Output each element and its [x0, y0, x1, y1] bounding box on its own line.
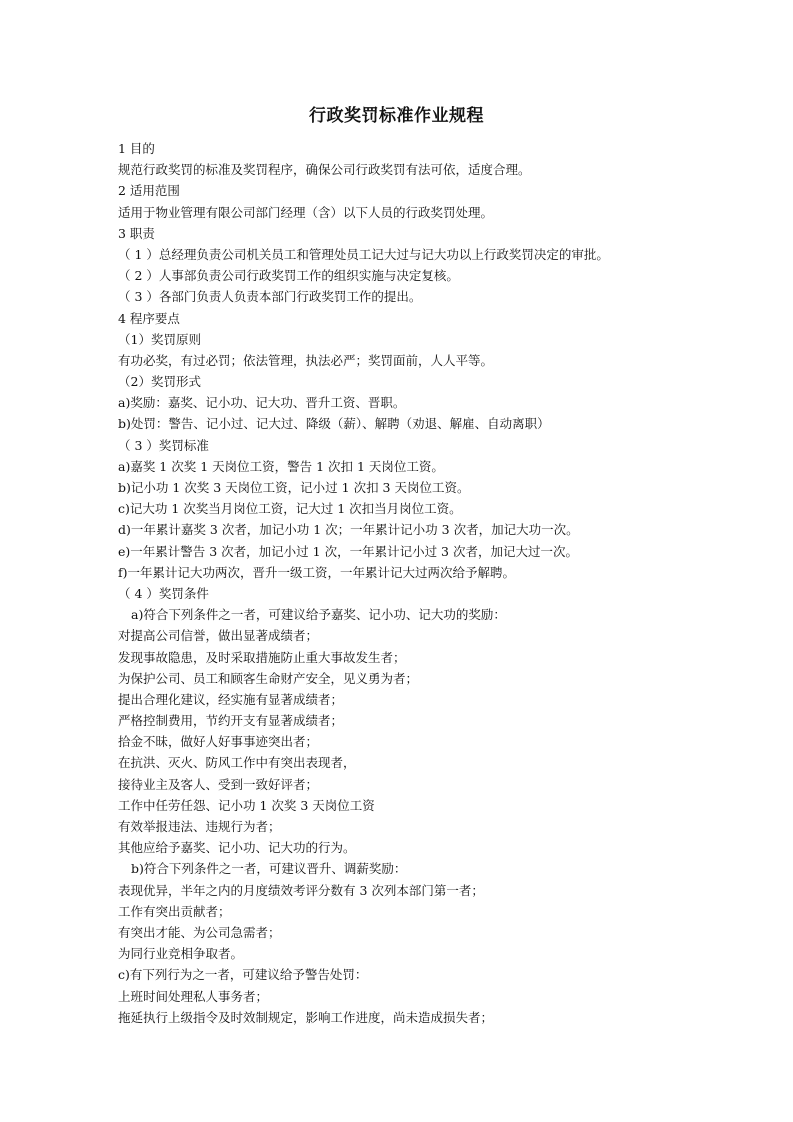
section-heading-scope: 2 适用范围	[118, 183, 180, 199]
list-item: 对提高公司信誉，做出显著成绩者；	[118, 628, 319, 644]
list-item: 拾金不昧，做好人好事事迹突出者；	[118, 734, 319, 750]
list-item: a)符合下列条件之一者，可建议给予嘉奖、记小功、记大功的奖励：	[131, 607, 506, 623]
list-item: 其他应给予嘉奖、记小功、记大功的行为。	[118, 840, 356, 856]
list-item: 为保护公司、员工和顾客生命财产安全，见义勇为者；	[118, 670, 419, 686]
list-item: 严格控制费用，节约开支有显著成绩者；	[118, 713, 344, 729]
list-item: b)符合下列条件之一者，可建议晋升、调薪奖励：	[131, 861, 407, 877]
list-item: c)记大功 1 次奖当月岗位工资，记大过 1 次扣当月岗位工资。	[118, 501, 462, 517]
list-item: 在抗洪、灭火、防风工作中有突出表现者，	[118, 755, 356, 771]
list-item: a)奖励：嘉奖、记小功、记大功、晋升工资、晋职。	[118, 395, 406, 411]
subsection-heading: （1）奖罚原则	[118, 331, 201, 347]
list-item: e)一年累计警告 3 次者，加记小过 1 次，一年累计记小过 3 次者，加记大过一次。	[118, 543, 578, 559]
list-item: b)处罚：警告、记小过、记大过、降级（薪）、解聘（劝退、解雇、自动离职）	[118, 416, 550, 432]
subsection-heading: （ 3 ）奖罚标准	[118, 437, 209, 453]
list-item: 上班时间处理私人事务者；	[118, 988, 269, 1004]
list-item: 工作有突出贡献者；	[118, 903, 231, 919]
list-item: 拖延执行上级指令及时效制规定，影响工作进度，尚未造成损失者；	[118, 1009, 494, 1025]
list-item: 工作中任劳任怨、记小功 1 次奖 3 天岗位工资	[118, 797, 375, 813]
list-item: 表现优异，半年之内的月度绩效考评分数有 3 次列本部门第一者；	[118, 882, 484, 898]
list-item: （ 3 ）各部门负责人负责本部门行政奖罚工作的提出。	[118, 289, 422, 305]
section-heading-purpose: 1 目的	[118, 141, 155, 156]
list-item: 发现事故隐患，及时采取措施防止重大事故发生者；	[118, 649, 406, 665]
list-item: b)记小功 1 次奖 3 天岗位工资，记小过 1 次扣 3 天岗位工资。	[118, 480, 470, 495]
list-item: c)有下列行为之一者，可建议给予警告处罚：	[118, 967, 368, 983]
subsection-heading: （ 4 ）奖罚条件	[118, 585, 209, 601]
paragraph: 适用于物业管理有限公司部门经理（含）以下人员的行政奖罚处理。	[118, 204, 494, 220]
section-heading-procedure: 4 程序要点	[118, 310, 180, 326]
list-item: 接待业主及客人、受到一致好评者；	[118, 776, 319, 792]
list-item: a)嘉奖 1 次奖 1 天岗位工资，警告 1 次扣 1 天岗位工资。	[118, 458, 444, 474]
subsection-heading: （2）奖罚形式	[118, 374, 201, 390]
document-body	[118, 138, 718, 1028]
list-item: d)一年累计嘉奖 3 次者，加记小功 1 次；一年累计记小功 3 次者，加记大功一次。	[118, 522, 579, 538]
list-item: f)一年累计记大功两次，晋升一级工资，一年累计记大过两次给予解聘。	[118, 564, 516, 580]
list-item: 提出合理化建议，经实施有显著成绩者；	[118, 691, 344, 707]
list-item: 有效举报违法、违规行为者；	[118, 819, 281, 834]
document-title: 行政奖罚标准作业规程	[309, 106, 484, 126]
section-heading-duties: 3 职责	[118, 225, 155, 241]
list-item: （ 2 ）人事部负责公司行政奖罚工作的组织实施与决定复核。	[118, 268, 459, 284]
paragraph: 规范行政奖罚的标准及奖罚程序，确保公司行政奖罚有法可依，适度合理。	[118, 162, 531, 178]
list-item: 为同行业竞相争取者。	[118, 946, 244, 962]
paragraph: 有功必奖，有过必罚；依法管理，执法必严；奖罚面前，人人平等。	[118, 352, 494, 368]
list-item: 有突出才能、为公司急需者；	[118, 924, 281, 940]
list-item: （ 1 ）总经理负责公司机关员工和管理处员工记大过与记大功以上行政奖罚决定的审批。	[118, 246, 609, 262]
